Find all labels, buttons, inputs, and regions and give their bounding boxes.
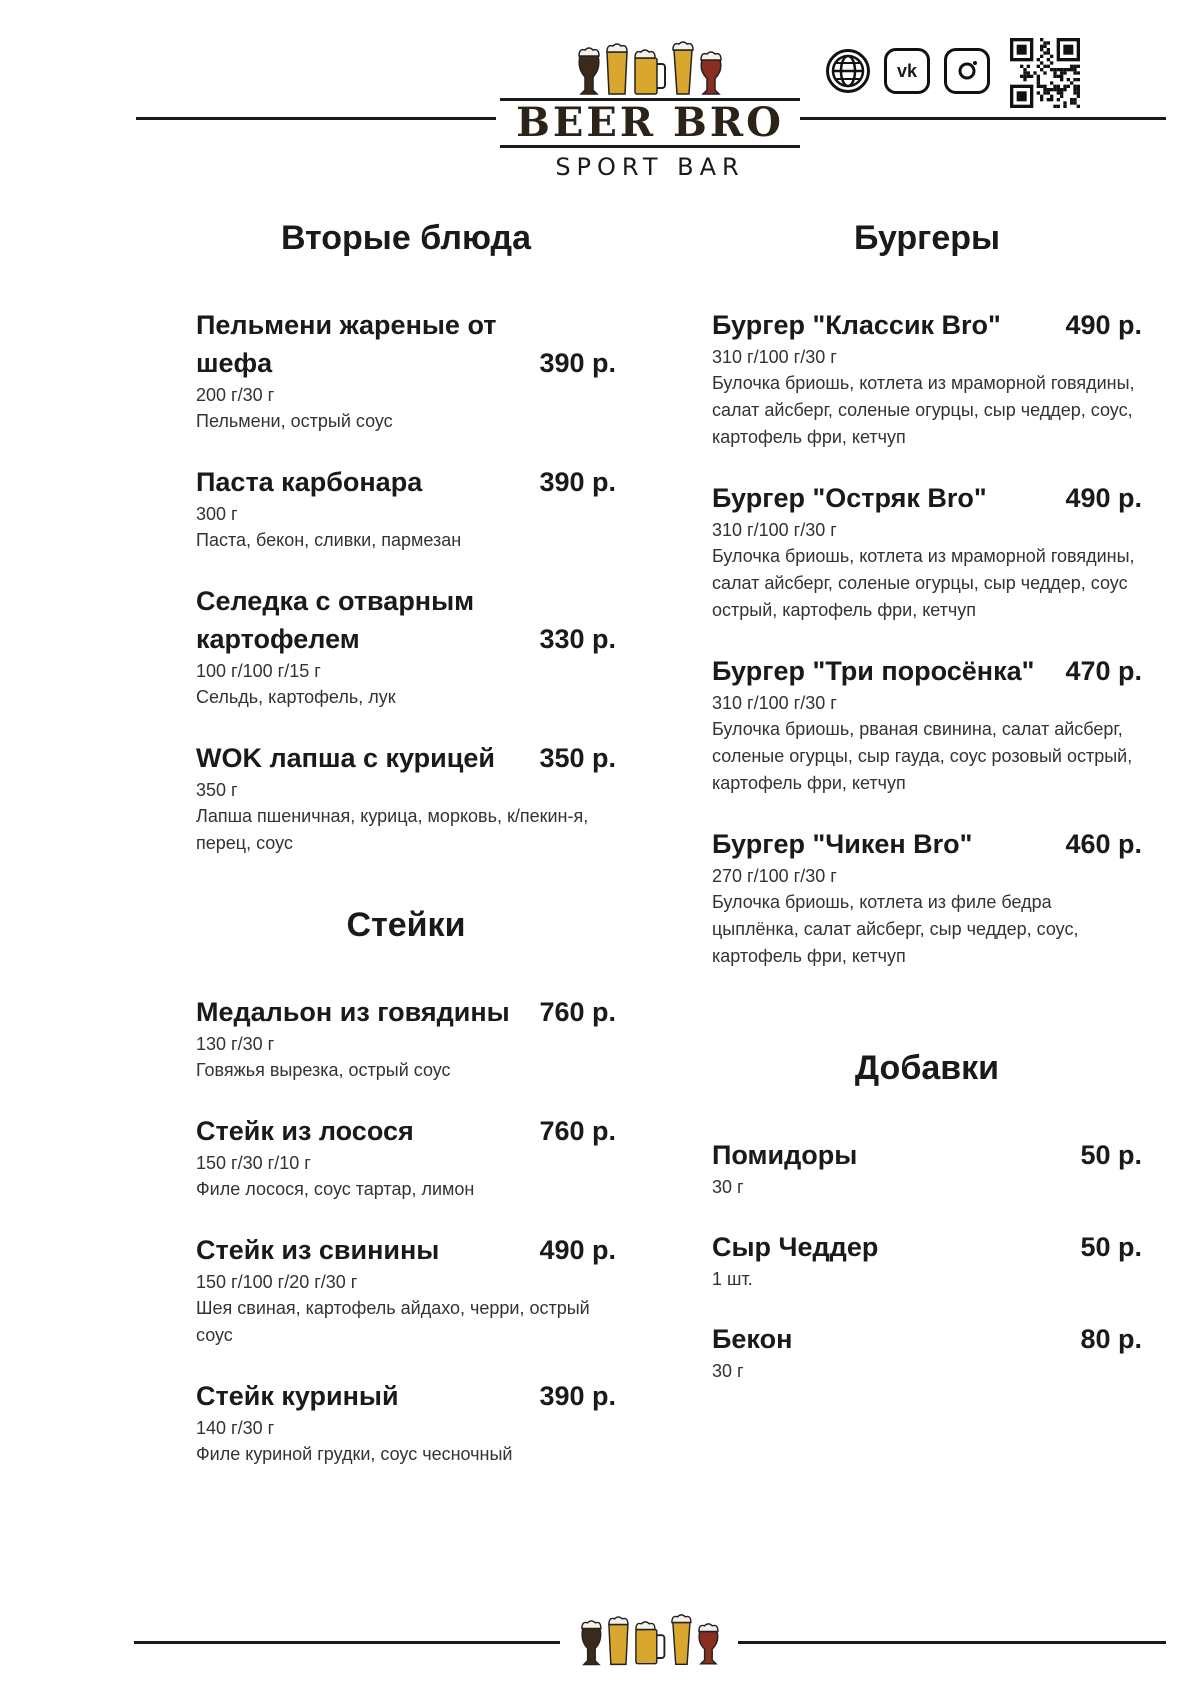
item-price: 490 р. xyxy=(1065,483,1142,513)
item-weight: 1 шт. xyxy=(712,1269,753,1289)
globe-icon[interactable] xyxy=(826,49,870,93)
item-price: 350 р. xyxy=(539,743,616,773)
menu-item xyxy=(196,1377,616,1468)
footer-rule-left xyxy=(134,1641,560,1644)
item-description: Филе куриной грудки, соус чесночный xyxy=(196,1444,513,1464)
menu-section xyxy=(712,1040,1142,1384)
brand-name: BEER BRO xyxy=(500,98,800,148)
item-name: WOK лапша с курицей xyxy=(196,743,495,773)
beer-glass-icon xyxy=(607,1615,630,1666)
menu-item xyxy=(712,1136,1142,1200)
menu-item xyxy=(196,582,616,711)
item-price: 470 р. xyxy=(1065,656,1142,686)
item-description: Лапша пшеничная, курица, морковь, к/пекин-я, перец, соус xyxy=(196,806,589,853)
item-weight: 270 г/100 г/30 г xyxy=(712,866,837,886)
brand-subtitle: SPORT BAR xyxy=(555,153,745,181)
menu-section xyxy=(196,210,616,857)
item-weight: 200 г/30 г xyxy=(196,385,275,405)
item-weight: 300 г xyxy=(196,504,238,524)
menu-item xyxy=(196,1231,616,1349)
item-weight: 310 г/100 г/30 г xyxy=(712,520,837,540)
qr-code[interactable] xyxy=(1010,38,1080,108)
beer-glass-icon xyxy=(671,40,695,96)
item-name: Помидоры xyxy=(712,1140,858,1170)
brand-logo xyxy=(490,36,810,184)
item-price: 390 р. xyxy=(539,348,616,378)
right-column xyxy=(712,210,1142,1412)
item-description: Булочка бриошь, котлета из мраморной говядины, салат айсберг, соленые огурцы, сыр чеддер, соус острый, картофель фри, кетчуп xyxy=(712,546,1135,620)
item-price: 760 р. xyxy=(539,1116,616,1146)
item-price: 50 р. xyxy=(1080,1232,1142,1262)
menu-item xyxy=(712,825,1142,970)
item-weight: 100 г/100 г/15 г xyxy=(196,661,321,681)
menu-item xyxy=(196,993,616,1084)
menu-item xyxy=(712,479,1142,624)
item-description: Булочка бриошь, котлета из мраморной говядины, салат айсберг, соленые огурцы, сыр чеддер, соус, картофель фри, кетчуп xyxy=(712,373,1135,447)
item-description: Пельмени, острый соус xyxy=(196,411,393,431)
item-name: Бургер "Классик Bro" xyxy=(712,310,1001,340)
social-icons xyxy=(826,48,990,94)
menu-section xyxy=(196,897,616,1468)
left-column xyxy=(196,210,616,1496)
item-name: Бургер "Три поросёнка" xyxy=(712,656,1035,686)
item-price: 460 р. xyxy=(1065,829,1142,859)
item-weight: 350 г xyxy=(196,780,238,800)
item-price: 80 р. xyxy=(1080,1324,1142,1354)
beer-glass-icon xyxy=(580,1619,603,1667)
menu-item xyxy=(196,1112,616,1203)
item-price: 760 р. xyxy=(539,997,616,1027)
item-price: 390 р. xyxy=(539,467,616,497)
item-name: Селедка с отварным картофелем xyxy=(196,586,475,654)
item-price: 490 р. xyxy=(1065,310,1142,340)
menu-item xyxy=(196,463,616,554)
item-description: Говяжья вырезка, острый соус xyxy=(196,1060,451,1080)
beer-glass-icon xyxy=(577,46,601,96)
beer-glass-icon xyxy=(697,1622,720,1666)
item-description: Сельдь, картофель, лук xyxy=(196,687,396,707)
menu-item xyxy=(712,1320,1142,1384)
item-description: Филе лосося, соус тартар, лимон xyxy=(196,1179,475,1199)
header-rule-left xyxy=(136,117,496,120)
footer-beer-mugs-icon xyxy=(560,1606,740,1666)
beer-mugs-icon xyxy=(490,36,810,96)
beer-glass-icon xyxy=(633,48,667,96)
item-name: Стейк из свинины xyxy=(196,1235,440,1265)
item-price: 490 р. xyxy=(539,1235,616,1265)
item-name: Бургер "Остряк Bro" xyxy=(712,483,987,513)
header-rule-right xyxy=(800,117,1166,120)
item-name: Паста карбонара xyxy=(196,467,423,497)
item-name: Сыр Чеддер xyxy=(712,1232,879,1262)
item-weight: 30 г xyxy=(712,1361,744,1381)
item-name: Бекон xyxy=(712,1324,793,1354)
item-price: 390 р. xyxy=(539,1381,616,1411)
item-description: Шея свиная, картофель айдахо, черри, острый соус xyxy=(196,1298,590,1345)
beer-glass-icon xyxy=(699,50,723,96)
beer-glass-icon xyxy=(670,1613,693,1666)
item-name: Медальон из говядины xyxy=(196,997,510,1027)
beer-glass-icon xyxy=(605,42,629,96)
item-description: Булочка бриошь, котлета из филе бедра цыплёнка, салат айсберг, сыр чеддер, соус, картофель фри, кетчуп xyxy=(712,892,1079,966)
item-weight: 310 г/100 г/30 г xyxy=(712,347,837,367)
section-title: Добавки xyxy=(854,1049,1000,1087)
menu-item xyxy=(196,306,616,435)
item-name: Стейк куриный xyxy=(196,1381,399,1411)
menu-section xyxy=(712,210,1142,970)
instagram-icon[interactable] xyxy=(944,48,990,94)
menu-item xyxy=(712,306,1142,451)
vk-icon[interactable]: vk xyxy=(884,48,930,94)
item-description: Паста, бекон, сливки, пармезан xyxy=(196,530,462,550)
section-title: Бургеры xyxy=(853,219,1001,257)
section-title: Вторые блюда xyxy=(280,219,532,257)
footer-rule-right xyxy=(738,1641,1166,1644)
item-name: Пельмени жареные от шефа xyxy=(196,310,497,378)
beer-glass-icon xyxy=(634,1620,666,1666)
item-price: 330 р. xyxy=(539,624,616,654)
menu-item xyxy=(712,652,1142,797)
item-weight: 130 г/30 г xyxy=(196,1034,275,1054)
item-price: 50 р. xyxy=(1080,1140,1142,1170)
item-description: Булочка бриошь, рваная свинина, салат айсберг, соленые огурцы, сыр гауда, соус розовый острый, картофель фри, кетчуп xyxy=(712,719,1133,793)
item-weight: 150 г/30 г/10 г xyxy=(196,1153,311,1173)
item-name: Бургер "Чикен Bro" xyxy=(712,829,973,859)
item-weight: 150 г/100 г/20 г/30 г xyxy=(196,1272,358,1292)
item-weight: 310 г/100 г/30 г xyxy=(712,693,837,713)
menu-item xyxy=(712,1228,1142,1292)
section-title: Стейки xyxy=(346,906,466,944)
item-name: Стейк из лосося xyxy=(196,1116,414,1146)
menu-item xyxy=(196,739,616,857)
item-weight: 140 г/30 г xyxy=(196,1418,275,1438)
item-weight: 30 г xyxy=(712,1177,744,1197)
